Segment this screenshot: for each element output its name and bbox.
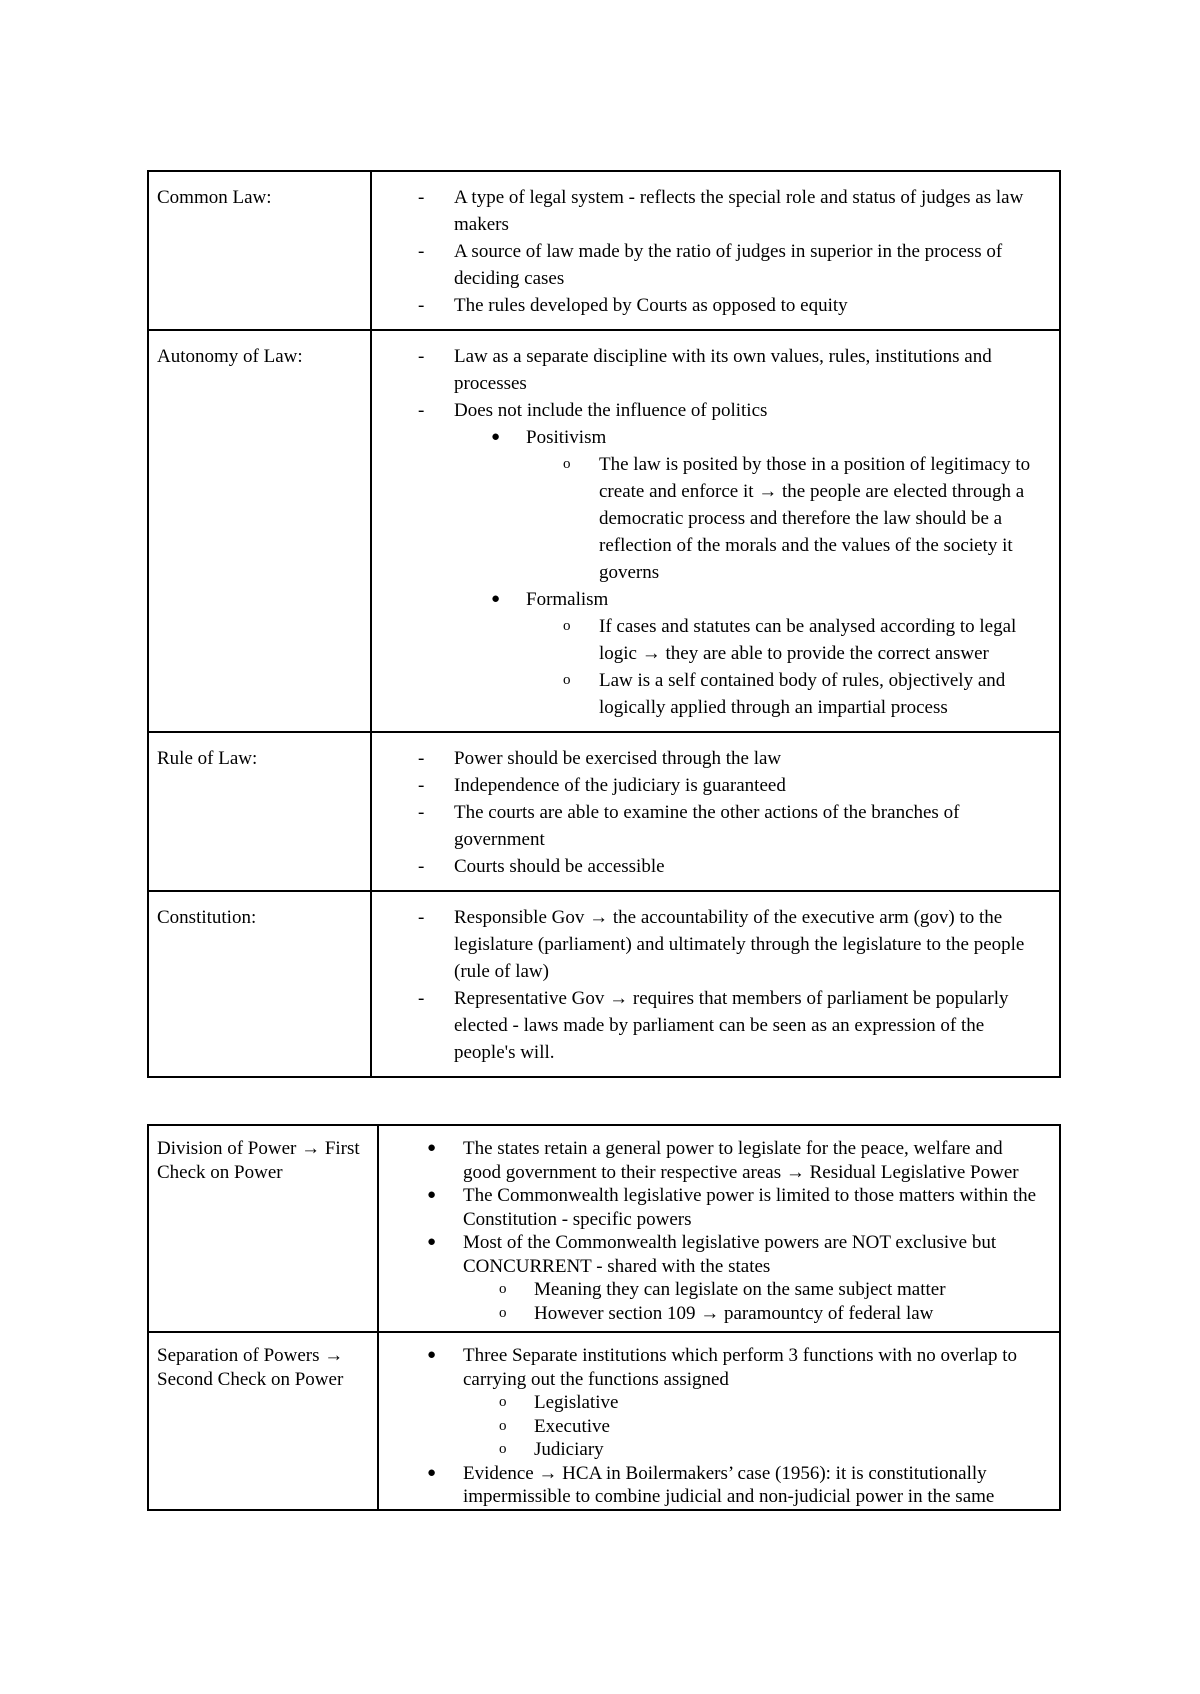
circle-marker: o [563, 618, 571, 634]
bullet-marker: ● [427, 1140, 437, 1156]
circle-marker: o [499, 1417, 507, 1434]
item-text: Courts should be accessible [454, 856, 665, 877]
dash-marker: - [418, 907, 425, 928]
list-item [379, 1302, 1045, 1326]
item-text: A source of law made by the ratio of judges in superior in the process of deciding cases [454, 241, 1003, 289]
item-text: Independence of the judiciary is guaranteed [454, 775, 786, 796]
notes-cell [371, 171, 1060, 330]
item-text: Evidence → HCA in Boilermakers’ case (1956): it is constitutionally impermissible to combine judicial and non-judicial power in the same [463, 1462, 995, 1507]
term-cell [148, 171, 371, 330]
item-text: Meaning they can legislate on the same subject matter [534, 1279, 946, 1300]
item-text: Responsible Gov → the accountability of the executive arm (gov) to the legislature (parliament) and ultimately through the legislature to the people (rule of law) [454, 907, 1025, 982]
dash-marker: - [418, 400, 425, 421]
term-label: Division of Power → First Check on Power [157, 1138, 360, 1183]
item-text: Formalism [526, 589, 609, 610]
table-row [148, 891, 1060, 1077]
term-cell [148, 732, 371, 891]
list-item [379, 1137, 1045, 1184]
dash-marker: - [418, 748, 425, 769]
bullet-marker: ● [427, 1464, 437, 1481]
item-text: Law is a self contained body of rules, objectively and logically applied through an impartial process [599, 670, 1006, 718]
table-row [148, 330, 1060, 732]
list-item [372, 238, 1045, 292]
list-item [372, 772, 1045, 799]
item-text: The courts are able to examine the other actions of the branches of government [454, 802, 960, 850]
item-text: The rules developed by Courts as opposed to equity [454, 295, 848, 316]
list-item [379, 1344, 1045, 1391]
checks-on-power-table [147, 1124, 1061, 1511]
dash-marker: - [418, 775, 425, 796]
list-item [372, 613, 1045, 667]
dash-marker: - [418, 187, 425, 208]
item-text: Law as a separate discipline with its own values, rules, institutions and processes [454, 346, 992, 394]
list-item [372, 586, 1045, 613]
term-label: Rule of Law: [157, 748, 258, 769]
item-text: Representative Gov → requires that members of parliament be popularly elected - laws made by parliament can be seen as an expression of the people's will. [454, 988, 1009, 1063]
dash-marker: - [418, 802, 425, 823]
item-text: Does not include the influence of politics [454, 400, 768, 421]
notes-cell [371, 732, 1060, 891]
list-item [372, 343, 1045, 397]
item-text: The law is posited by those in a position of legitimacy to create and enforce it → the people are elected through a democratic process and therefore the law should be a reflection of the morals and the values of the society it governs [599, 454, 1031, 583]
table-row [148, 1332, 1060, 1510]
list-item [372, 745, 1045, 772]
list-item [372, 451, 1045, 586]
item-text: The Commonwealth legislative power is limited to those matters within the Constitution - specific powers [463, 1185, 1037, 1230]
circle-marker: o [499, 1394, 507, 1410]
term-cell [148, 1125, 378, 1332]
bullet-marker: ● [427, 1347, 437, 1363]
list-item [379, 1184, 1045, 1231]
list-item [372, 184, 1045, 238]
bullet-marker: ● [427, 1187, 437, 1203]
term-label: Separation of Powers → Second Check on Power [157, 1345, 344, 1390]
item-text: A type of legal system - reflects the special role and status of judges as law makers [454, 187, 1024, 235]
list-item [379, 1278, 1045, 1302]
table-row [148, 1125, 1060, 1332]
list-item [372, 292, 1045, 319]
term-cell [148, 330, 371, 732]
bullet-marker: ● [427, 1234, 437, 1250]
item-text: If cases and statutes can be analysed according to legal logic → they are able to provide the correct answer [599, 616, 1017, 664]
notes-cell [378, 1332, 1060, 1510]
item-text: However section 109 → paramountcy of federal law [534, 1302, 934, 1324]
item-text: Legislative [534, 1392, 619, 1413]
circle-marker: o [499, 1441, 507, 1457]
list-item [372, 667, 1045, 721]
notes-cell [371, 891, 1060, 1077]
item-text: Three Separate institutions which perform 3 functions with no overlap to carrying out the functions assigned [463, 1345, 1018, 1390]
table-row [148, 732, 1060, 891]
list-item [372, 985, 1045, 1066]
table-row [148, 171, 1060, 330]
list-item [372, 397, 1045, 424]
list-item [379, 1391, 1045, 1415]
bullet-marker: ● [491, 429, 501, 445]
term-label: Autonomy of Law: [157, 346, 303, 367]
item-text: Most of the Commonwealth legislative powers are NOT exclusive but CONCURRENT - shared with the states [463, 1232, 997, 1277]
circle-marker: o [499, 1304, 507, 1321]
list-item [372, 424, 1045, 451]
dash-marker: - [418, 988, 425, 1009]
dash-marker: - [418, 346, 425, 367]
circle-marker: o [563, 456, 571, 472]
list-item [379, 1415, 1045, 1439]
list-item [379, 1438, 1045, 1462]
item-text: Executive [534, 1415, 610, 1437]
list-item [372, 853, 1045, 880]
item-text: Positivism [526, 427, 607, 448]
list-item [372, 799, 1045, 853]
item-text: Judiciary [534, 1439, 604, 1460]
term-cell [148, 891, 371, 1077]
circle-marker: o [499, 1281, 507, 1297]
dash-marker: - [418, 295, 425, 316]
term-label: Common Law: [157, 187, 272, 208]
notes-cell [371, 330, 1060, 732]
circle-marker: o [563, 672, 571, 688]
item-text: The states retain a general power to legislate for the peace, welfare and good government to their respective areas → Residual Legislative Power [463, 1138, 1019, 1183]
bullet-marker: ● [491, 591, 501, 607]
term-label: Constitution: [157, 907, 257, 928]
definitions-table [147, 170, 1061, 1078]
dash-marker: - [418, 241, 425, 262]
item-text: Power should be exercised through the law [454, 748, 782, 769]
notes-cell [378, 1125, 1060, 1332]
dash-marker: - [418, 856, 425, 877]
list-item [372, 904, 1045, 985]
term-cell [148, 1332, 378, 1510]
list-item [379, 1231, 1045, 1278]
list-item [379, 1462, 1045, 1509]
